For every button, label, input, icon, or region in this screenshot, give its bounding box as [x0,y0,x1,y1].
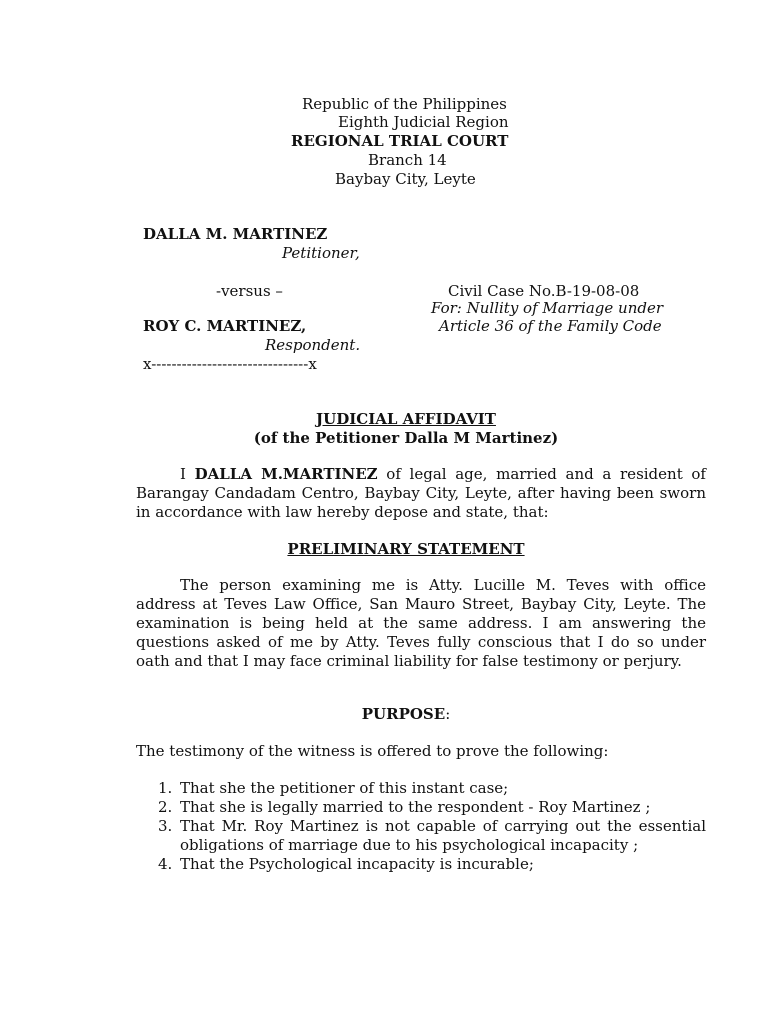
list-item-number: 4. [158,855,173,873]
header-city: Baybay City, Leyte [335,170,476,188]
list-item [136,817,706,855]
list-item-text: That Mr. Roy Martinez is not capable of carrying out the essential obligations of marriage due to his psychological incapacity ; [180,817,706,854]
intro-prefix: I [180,465,195,483]
caption-divider: x-------------------------------x [143,355,317,373]
list-item-text: That she the petitioner of this instant case; [180,779,509,797]
purpose-lead: The testimony of the witness is offered to prove the following: [136,742,609,760]
purpose-colon: : [445,705,451,723]
header-court: REGIONAL TRIAL COURT [291,132,509,150]
list-item-text: That she is legally married to the respondent - Roy Martinez ; [180,798,651,816]
versus-label: -versus – [216,282,283,300]
purpose-heading: PURPOSE [361,705,446,723]
preliminary-heading: PRELIMINARY STATEMENT [287,540,525,558]
petitioner-role: Petitioner, [282,244,360,262]
list-item [136,779,706,798]
intro-rest: of legal age, married and a resident of Barangay Candadam Centro, Baybay City, Leyte, after having been sworn in accordance with law hereby depose and state, that: [136,465,706,521]
respondent-role: Respondent. [265,336,361,354]
case-number: Civil Case No.B-19-08-08 [448,282,640,300]
list-item-text: That the Psychological incapacity is incurable; [180,855,534,873]
document-subtitle: (of the Petitioner Dalla M Martinez) [253,429,559,447]
header-region: Eighth Judicial Region [338,113,509,131]
header-branch: Branch 14 [368,151,447,169]
affiant-name: DALLA M.MARTINEZ [194,465,378,483]
respondent-name: ROY C. MARTINEZ, [143,317,307,335]
preliminary-body: The person examining me is Atty. Lucille M. Teves with office address at Teves Law Office, San Mauro Street, Baybay City, Leyte. The examination is being held at the same address. I am answering the questions asked of me by Atty. Teves fully conscious that I do so under oath and that I may face criminal liability for false testimony or perjury. [136,576,706,670]
list-item-number: 1. [158,779,173,797]
list-item [136,798,706,817]
case-nature-line1: For: Nullity of Marriage under [431,299,664,317]
list-item-number: 3. [158,817,173,835]
purpose-list [136,779,706,874]
document-title: JUDICIAL AFFIDAVIT [316,410,496,428]
list-item-number: 2. [158,798,173,816]
petitioner-name: DALLA M. MARTINEZ [143,225,328,243]
case-nature-line2: Article 36 of the Family Code [439,317,662,335]
intro-paragraph [136,465,706,522]
list-item [136,855,706,874]
header-republic: Republic of the Philippines [302,95,507,113]
purpose-heading-wrap [136,705,676,724]
